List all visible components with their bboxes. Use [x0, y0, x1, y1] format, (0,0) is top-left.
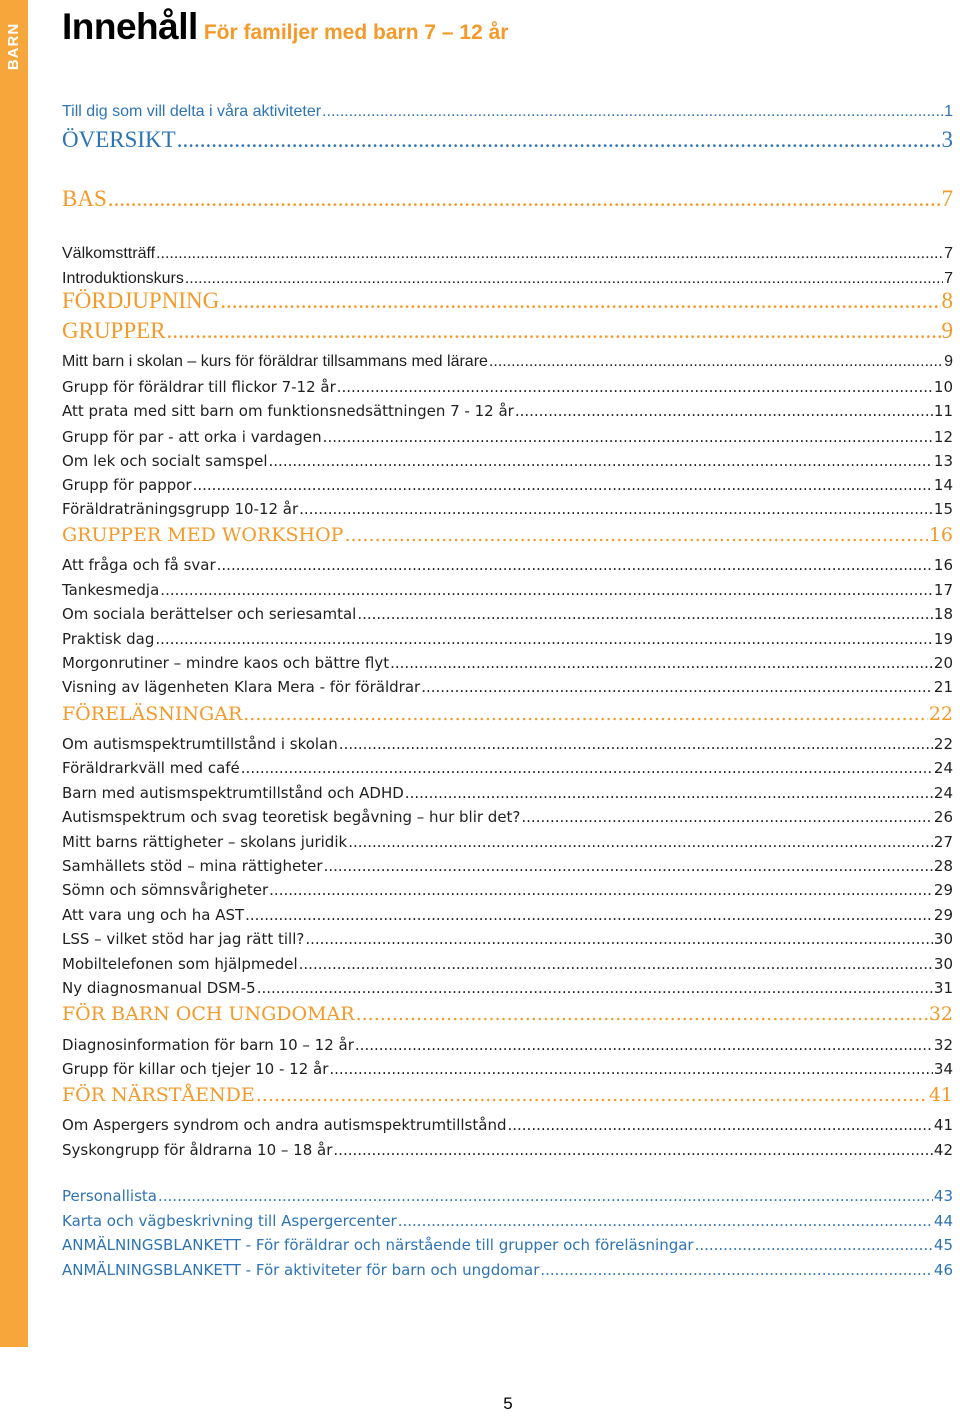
toc-entry[interactable] — [62, 452, 953, 470]
toc-entry-title: Grupp för föräldrar till flickor 7-12 år — [62, 378, 336, 396]
toc-entry[interactable] — [62, 402, 953, 420]
toc-dot-leader — [269, 452, 933, 470]
toc-entry-title: FÖR BARN OCH UNGDOMAR — [62, 1003, 355, 1025]
toc-entry[interactable] — [62, 735, 953, 753]
toc-dot-leader — [158, 1187, 933, 1205]
toc-dot-leader — [160, 581, 933, 599]
toc-entry-title: FÖRDJUPNING — [62, 288, 220, 313]
toc-dot-leader — [245, 906, 933, 924]
toc-entry[interactable] — [62, 1036, 953, 1054]
toc-dot-leader — [521, 808, 933, 826]
toc-entry-title: Grupp för killar och tjejer 10 - 12 år — [62, 1060, 329, 1078]
toc-entry-page: 7 — [941, 186, 953, 211]
toc-entry-page: 15 — [933, 500, 953, 518]
toc-entry-page: 45 — [933, 1236, 953, 1254]
toc-entry-title: Föräldrarkväll med café — [62, 759, 240, 777]
toc-entry-page: 12 — [933, 428, 953, 446]
toc-entry[interactable] — [62, 955, 953, 973]
toc-dot-leader — [324, 857, 933, 875]
toc-entry-page: 30 — [933, 930, 953, 948]
toc-dot-leader — [243, 703, 928, 725]
toc-entry[interactable] — [62, 605, 953, 623]
toc-entry-page: 28 — [933, 857, 953, 875]
toc-dot-leader — [269, 881, 933, 899]
toc-dot-leader — [217, 556, 933, 574]
toc-entry-title: Föräldraträningsgrupp 10-12 år — [62, 500, 299, 518]
toc-entry[interactable] — [62, 784, 953, 802]
toc-dot-leader — [390, 654, 933, 672]
toc-entry[interactable] — [62, 1084, 953, 1106]
toc-entry[interactable] — [62, 881, 953, 899]
toc-entry[interactable] — [62, 703, 953, 725]
toc-entry[interactable] — [62, 288, 953, 314]
toc-entry-page: 42 — [933, 1141, 953, 1159]
toc-entry-page: 29 — [933, 906, 953, 924]
toc-entry-page: 16 — [928, 524, 953, 546]
toc-entry-page: 41 — [928, 1084, 953, 1106]
page-title: Innehåll — [62, 6, 198, 47]
toc-entry-page: 20 — [933, 654, 953, 672]
toc-entry-title: Karta och vägbeskrivning till Aspergercenter — [62, 1212, 397, 1230]
toc-entry-title: Att fråga och få svar — [62, 556, 216, 574]
toc-entry-title: GRUPPER — [62, 318, 166, 343]
toc-entry-page: 24 — [933, 759, 953, 777]
toc-entry-title: LSS – vilket stöd har jag rätt till? — [62, 930, 305, 948]
toc-entry-title: Visning av lägenheten Klara Mera - för föräldrar — [62, 678, 421, 696]
toc-entry-page: 31 — [933, 979, 953, 997]
toc-entry[interactable] — [62, 833, 953, 851]
toc-entry[interactable] — [62, 581, 953, 599]
toc-entry[interactable] — [62, 270, 953, 288]
toc-entry[interactable] — [62, 476, 953, 494]
toc-dot-leader — [337, 378, 933, 396]
toc-dot-leader — [299, 500, 933, 518]
toc-entry-page: 32 — [928, 1003, 953, 1025]
toc-dot-leader — [155, 630, 933, 648]
toc-entry[interactable] — [62, 1141, 953, 1159]
toc-dot-leader — [156, 245, 943, 263]
toc-entry-page: 18 — [933, 605, 953, 623]
toc-dot-leader — [108, 186, 941, 212]
toc-entry-title: Praktisk dag — [62, 630, 155, 648]
toc-entry-page: 30 — [933, 955, 953, 973]
toc-entry-page: 9 — [941, 318, 953, 343]
toc-entry-title: ANMÄLNINGSBLANKETT - För aktiviteter för barn och ungdomar — [62, 1261, 540, 1279]
toc-entry-title: Om sociala berättelser och seriesamtal — [62, 605, 357, 623]
toc-dot-leader — [348, 833, 933, 851]
toc-entry-page: 16 — [933, 556, 953, 574]
toc-dot-leader — [333, 1141, 933, 1159]
toc-entry[interactable] — [62, 127, 953, 153]
toc-dot-leader — [344, 524, 927, 546]
toc-dot-leader — [695, 1236, 933, 1254]
toc-dot-leader — [421, 678, 933, 696]
toc-dot-leader — [299, 955, 933, 973]
toc-entry[interactable] — [62, 353, 953, 371]
page-number: 5 — [503, 1394, 513, 1413]
toc-entry[interactable] — [62, 808, 953, 826]
toc-entry-title: Introduktionskurs — [62, 270, 184, 287]
toc-entry-title: ANMÄLNINGSBLANKETT - För föräldrar och närstående till grupper och föreläsningar — [62, 1236, 694, 1254]
toc-dot-leader — [257, 979, 933, 997]
toc-entry-title: Ny diagnosmanual DSM-5 — [62, 979, 256, 997]
toc-entry-title: Diagnosinformation för barn 10 – 12 år — [62, 1036, 354, 1054]
toc-entry-page: 22 — [928, 703, 953, 725]
toc-entry[interactable] — [62, 1236, 953, 1254]
toc-entry-page: 41 — [933, 1116, 953, 1134]
toc-entry[interactable] — [62, 500, 953, 518]
toc-dot-leader — [167, 318, 941, 344]
toc-entry-page: 7 — [944, 245, 953, 262]
toc-entry-title: ÖVERSIKT — [62, 127, 176, 152]
toc-dot-leader — [256, 1084, 928, 1106]
toc-dot-leader — [305, 930, 933, 948]
toc-entry-page: 26 — [933, 808, 953, 826]
toc-entry-page: 13 — [933, 452, 953, 470]
toc-dot-leader — [323, 428, 933, 446]
toc-dot-leader — [507, 1116, 932, 1134]
toc-entry-page: 34 — [933, 1060, 953, 1078]
toc-dot-leader — [398, 1212, 933, 1230]
toc-entry-title: Morgonrutiner – mindre kaos och bättre flyt — [62, 654, 390, 672]
toc-entry[interactable] — [62, 245, 953, 263]
toc-entry[interactable] — [62, 979, 953, 997]
toc-dot-leader — [515, 402, 933, 420]
toc-entry-page: 22 — [933, 735, 953, 753]
toc-entry-page: 14 — [933, 476, 953, 494]
toc-entry-page: 21 — [933, 678, 953, 696]
toc-entry[interactable] — [62, 1261, 953, 1279]
toc-dot-leader — [220, 288, 940, 314]
toc-entry-page: 27 — [933, 833, 953, 851]
toc-entry[interactable] — [62, 1116, 953, 1134]
toc-dot-leader — [193, 476, 933, 494]
toc-entry[interactable] — [62, 857, 953, 875]
toc-entry-page: 3 — [941, 127, 953, 152]
toc-dot-leader — [405, 784, 933, 802]
toc-entry[interactable] — [62, 1060, 953, 1078]
toc-entry[interactable] — [62, 654, 953, 672]
toc-dot-leader — [357, 605, 933, 623]
toc-entry-title: Mobiltelefonen som hjälpmedel — [62, 955, 298, 973]
toc-entry-title: Grupp för par - att orka i vardagen — [62, 428, 322, 446]
toc-entry-page: 9 — [944, 353, 953, 370]
toc-dot-leader — [322, 103, 943, 121]
toc-entry-page: 46 — [933, 1261, 953, 1279]
toc-entry-title: Mitt barn i skolan – kurs för föräldrar tillsammans med lärare — [62, 353, 488, 370]
toc-entry-title: Sömn och sömnsvårigheter — [62, 881, 269, 899]
toc-entry-title: Samhällets stöd – mina rättigheter — [62, 857, 323, 875]
toc-entry[interactable] — [62, 1212, 953, 1230]
toc-entry[interactable] — [62, 524, 953, 546]
toc-entry-page: 43 — [933, 1187, 953, 1205]
toc-dot-leader — [339, 735, 933, 753]
toc-entry-page: 7 — [944, 270, 953, 287]
sidebar-label: BARN — [5, 22, 23, 70]
toc-entry[interactable] — [62, 428, 953, 446]
toc-entry[interactable] — [62, 1187, 953, 1205]
toc-entry[interactable] — [62, 378, 953, 396]
toc-entry[interactable] — [62, 556, 953, 574]
toc-dot-leader — [241, 759, 933, 777]
toc-entry-title: Tankesmedja — [62, 581, 160, 599]
toc-entry-title: FÖRELÄSNINGAR — [62, 703, 243, 725]
toc-entry-title: Personallista — [62, 1187, 157, 1205]
toc-dot-leader — [540, 1261, 933, 1279]
toc-entry[interactable] — [62, 630, 953, 648]
toc-entry-title: Till dig som vill delta i våra aktiviteter — [62, 103, 322, 120]
page-subtitle: För familjer med barn 7 – 12 år — [203, 21, 509, 44]
toc-entry[interactable] — [62, 1003, 953, 1025]
toc-entry-title: Om autismspektrumtillstånd i skolan — [62, 735, 338, 753]
toc-entry-page: 24 — [933, 784, 953, 802]
toc-dot-leader — [329, 1060, 933, 1078]
toc-entry-page: 19 — [933, 630, 953, 648]
toc-entry-page: 11 — [933, 402, 953, 420]
toc-entry-page: 17 — [933, 581, 953, 599]
toc-dot-leader — [356, 1003, 928, 1025]
toc-dot-leader — [489, 353, 943, 371]
toc-entry-title: Om Aspergers syndrom och andra autismspektrumtillstånd — [62, 1116, 507, 1134]
toc-entry-page: 44 — [933, 1212, 953, 1230]
toc-entry-page: 8 — [941, 288, 953, 313]
toc-entry[interactable] — [62, 678, 953, 696]
toc-entry-title: GRUPPER MED WORKSHOP — [62, 524, 344, 546]
toc-entry-page: 1 — [944, 103, 953, 120]
toc-entry[interactable] — [62, 318, 953, 344]
toc-entry-title: Välkomstträff — [62, 245, 156, 262]
toc-entry-page: 29 — [933, 881, 953, 899]
toc-entry[interactable] — [62, 930, 953, 948]
toc-entry[interactable] — [62, 186, 953, 212]
toc-entry[interactable] — [62, 906, 953, 924]
toc-entry-title: FÖR NÄRSTÅENDE — [62, 1084, 255, 1106]
toc-entry-title: BAS — [62, 186, 107, 211]
toc-entry-title: Barn med autismspektrumtillstånd och ADHD — [62, 784, 404, 802]
toc-entry[interactable] — [62, 103, 953, 121]
toc-dot-leader — [177, 127, 941, 153]
toc-dot-leader — [355, 1036, 933, 1054]
toc-dot-leader — [185, 270, 943, 288]
toc-entry-page: 32 — [933, 1036, 953, 1054]
toc-entry-title: Mitt barns rättigheter – skolans juridik — [62, 833, 348, 851]
toc-entry-title: Autismspektrum och svag teoretisk begåvning – hur blir det? — [62, 808, 521, 826]
toc-entry-title: Grupp för pappor — [62, 476, 192, 494]
toc-entry-page: 10 — [933, 378, 953, 396]
toc-entry-title: Syskongrupp för åldrarna 10 – 18 år — [62, 1141, 333, 1159]
toc-entry-title: Om lek och socialt samspel — [62, 452, 268, 470]
toc-entry[interactable] — [62, 759, 953, 777]
toc-entry-title: Att prata med sitt barn om funktionsnedsättningen 7 - 12 år — [62, 402, 514, 420]
toc-entry-title: Att vara ung och ha AST — [62, 906, 245, 924]
